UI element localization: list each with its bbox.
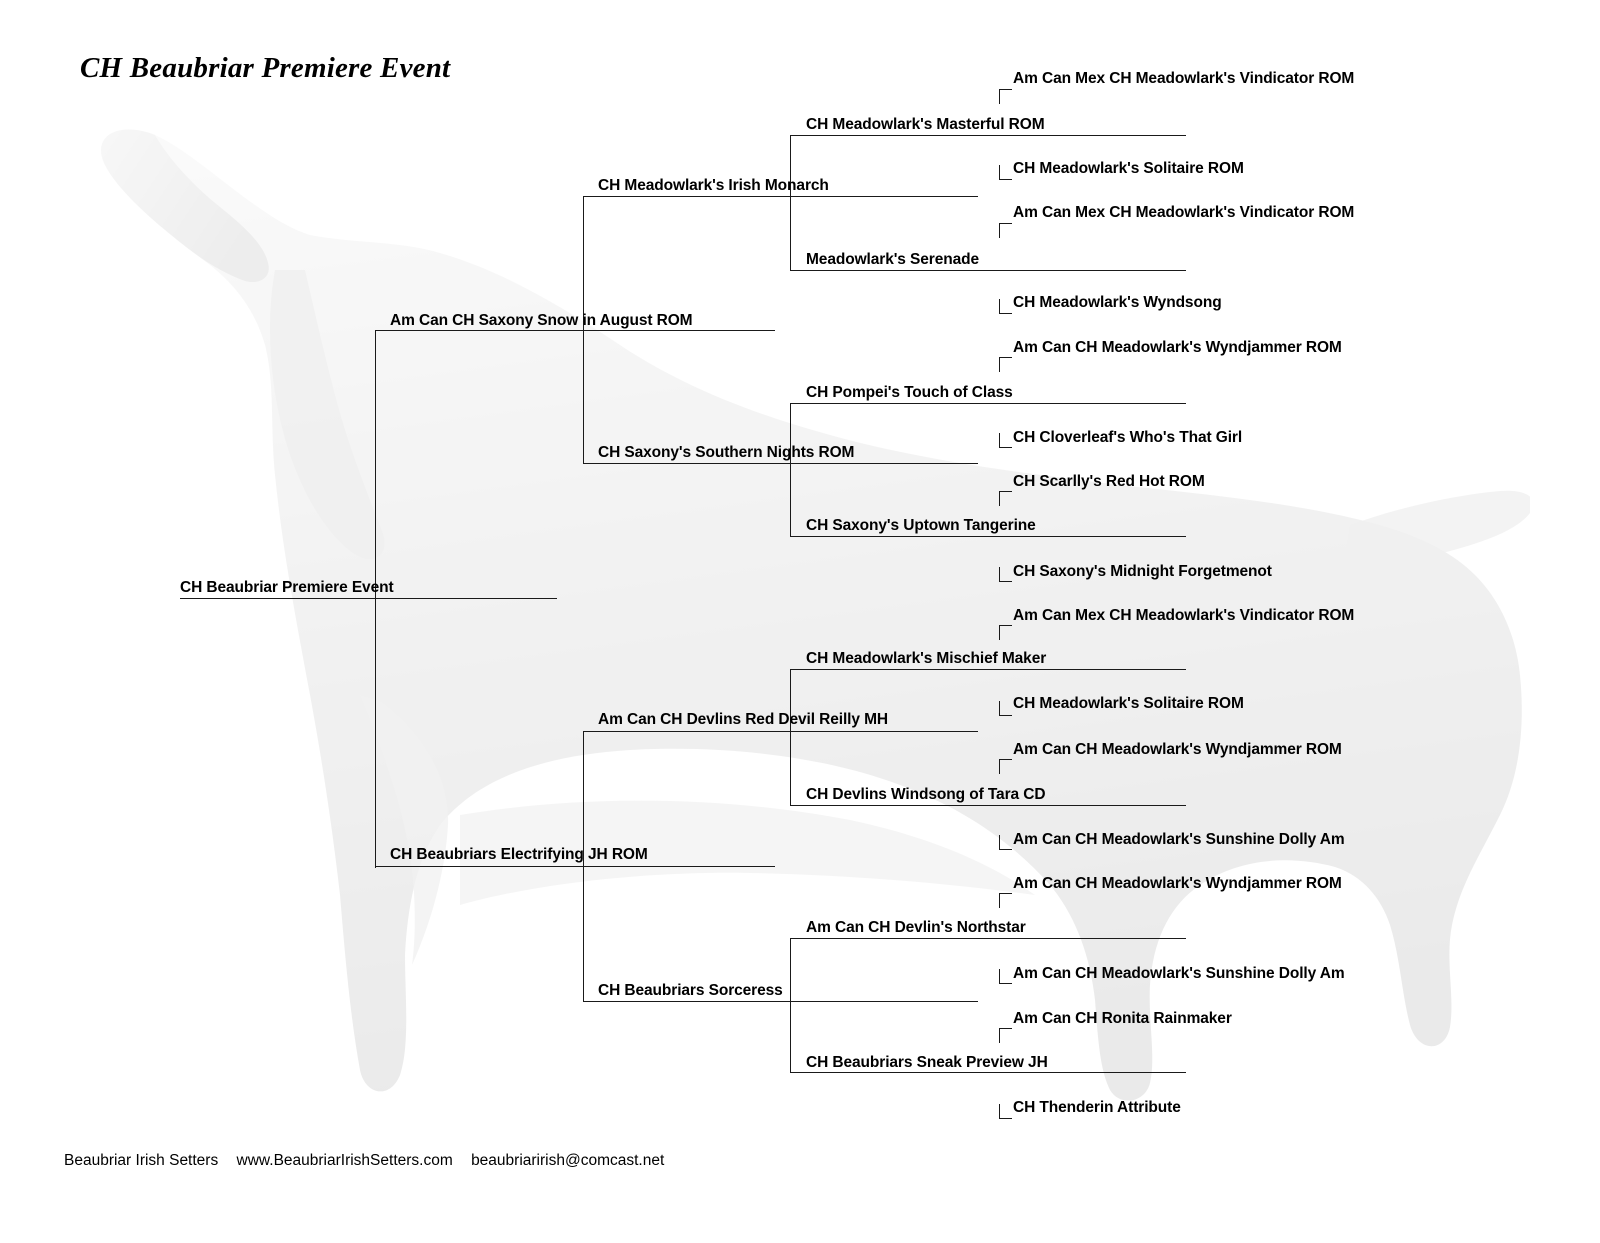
pedigree-node[interactable]: Am Can CH Ronita Rainmaker xyxy=(1013,1010,1232,1027)
connector xyxy=(999,89,1012,104)
connector xyxy=(806,536,1186,537)
connector xyxy=(790,403,791,537)
connector xyxy=(790,669,791,806)
pedigree-node[interactable]: Am Can CH Devlin's Northstar xyxy=(806,919,1026,936)
connector xyxy=(999,567,1012,582)
connector xyxy=(999,1028,1012,1043)
pedigree-node[interactable]: CH Meadowlark's Solitaire ROM xyxy=(1013,695,1244,712)
connector xyxy=(999,491,1012,506)
pedigree-node[interactable]: CH Pompei's Touch of Class xyxy=(806,384,1013,401)
connector xyxy=(999,165,1012,180)
pedigree-node[interactable]: CH Meadowlark's Irish Monarch xyxy=(598,177,829,194)
pedigree-node-dam[interactable]: CH Beaubriars Electrifying JH ROM xyxy=(390,846,648,863)
pedigree-node[interactable]: Am Can CH Meadowlark's Wyndjammer ROM xyxy=(1013,875,1342,892)
connector xyxy=(806,135,1186,136)
connector xyxy=(999,625,1012,640)
connector xyxy=(598,196,978,197)
connector xyxy=(806,270,1186,271)
connector xyxy=(806,805,1186,806)
pedigree-node[interactable]: CH Beaubriars Sorceress xyxy=(598,982,783,999)
connector xyxy=(180,598,557,599)
pedigree-node[interactable]: Am Can CH Devlins Red Devil Reilly MH xyxy=(598,711,889,728)
connector xyxy=(806,938,1186,939)
connector xyxy=(598,463,978,464)
connector xyxy=(999,357,1012,372)
connector xyxy=(806,403,1186,404)
connector xyxy=(598,731,978,732)
pedigree-node[interactable]: Am Can CH Meadowlark's Wyndjammer ROM xyxy=(1013,339,1342,356)
footer-email-link[interactable]: beaubriarirish@comcast.net xyxy=(471,1152,665,1169)
footer xyxy=(64,1152,678,1170)
connector xyxy=(999,969,1012,984)
pedigree-node[interactable]: Am Can Mex CH Meadowlark's Vindicator ROM xyxy=(1013,70,1355,87)
connector xyxy=(583,731,584,1001)
pedigree-node[interactable]: CH Scarlly's Red Hot ROM xyxy=(1013,473,1205,490)
connector xyxy=(999,835,1012,850)
connector xyxy=(790,135,791,271)
pedigree-node[interactable]: CH Saxony's Uptown Tangerine xyxy=(806,517,1036,534)
pedigree-node[interactable]: Am Can Mex CH Meadowlark's Vindicator ROM xyxy=(1013,607,1355,624)
connector xyxy=(806,1072,1186,1073)
connector xyxy=(999,759,1012,774)
pedigree-node[interactable]: CH Saxony's Southern Nights ROM xyxy=(598,444,855,461)
connector xyxy=(375,330,376,868)
connector xyxy=(999,299,1012,314)
connector xyxy=(999,1104,1012,1119)
pedigree-node[interactable]: CH Meadowlark's Mischief Maker xyxy=(806,650,1047,667)
pedigree-node[interactable]: Am Can CH Meadowlark's Wyndjammer ROM xyxy=(1013,741,1342,758)
footer-kennel-name: Beaubriar Irish Setters xyxy=(64,1152,219,1169)
connector xyxy=(598,1001,978,1002)
pedigree-node[interactable]: CH Devlins Windsong of Tara CD xyxy=(806,786,1046,803)
pedigree-node-sire[interactable]: Am Can CH Saxony Snow in August ROM xyxy=(390,312,693,329)
connector xyxy=(999,701,1012,716)
connector xyxy=(999,433,1012,448)
pedigree-node[interactable]: Meadowlark's Serenade xyxy=(806,251,980,268)
footer-website-link[interactable]: www.BeaubriarIrishSetters.com xyxy=(236,1152,453,1169)
pedigree-node-root[interactable]: CH Beaubriar Premiere Event xyxy=(180,579,394,596)
pedigree-node[interactable]: Am Can CH Meadowlark's Sunshine Dolly Am xyxy=(1013,831,1345,848)
connector xyxy=(583,196,584,464)
pedigree-node[interactable]: CH Beaubriars Sneak Preview JH xyxy=(806,1054,1048,1071)
connector xyxy=(999,893,1012,908)
connector xyxy=(790,938,791,1073)
pedigree-node[interactable]: CH Meadowlark's Masterful ROM xyxy=(806,116,1045,133)
connector xyxy=(806,669,1186,670)
pedigree-node[interactable]: CH Cloverleaf's Who's That Girl xyxy=(1013,429,1243,446)
connector xyxy=(999,223,1012,238)
pedigree-node[interactable]: CH Saxony's Midnight Forgetmenot xyxy=(1013,563,1272,580)
pedigree-node[interactable]: Am Can Mex CH Meadowlark's Vindicator ROM xyxy=(1013,204,1355,221)
pedigree-node[interactable]: CH Meadowlark's Solitaire ROM xyxy=(1013,160,1244,177)
page-title: CH Beaubriar Premiere Event xyxy=(80,52,451,84)
pedigree-node[interactable]: CH Meadowlark's Wyndsong xyxy=(1013,294,1222,311)
pedigree-node[interactable]: Am Can CH Meadowlark's Sunshine Dolly Am xyxy=(1013,965,1345,982)
pedigree-node[interactable]: CH Thenderin Attribute xyxy=(1013,1099,1181,1116)
